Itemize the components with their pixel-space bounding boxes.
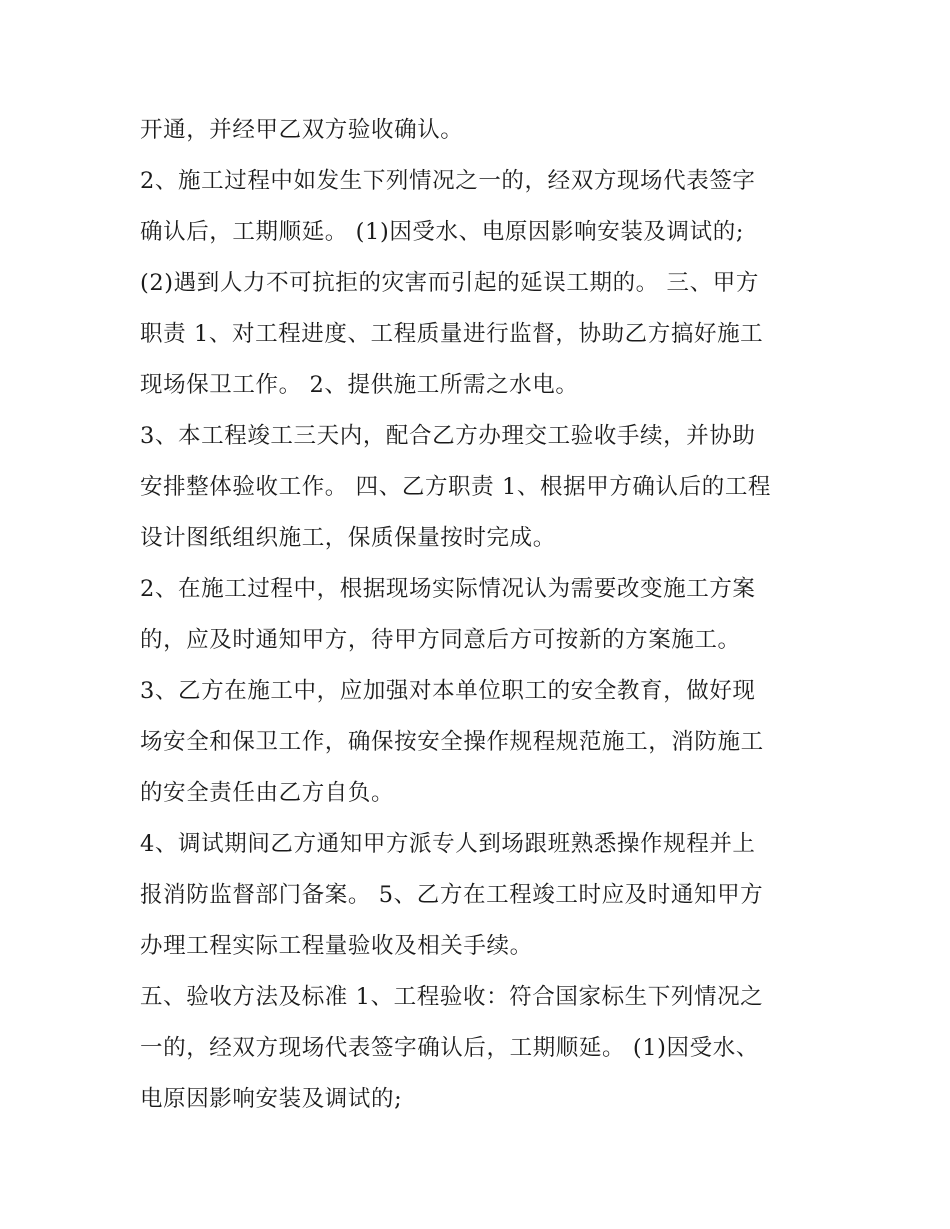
text-line: 现场保卫工作。 2、提供施工所需之水电。 bbox=[140, 372, 579, 398]
text-line: 场安全和保卫工作，确保按安全操作规程规范施工，消防施工 bbox=[140, 729, 764, 755]
text-line: 2、施工过程中如发生下列情况之一的，经双方现场代表签字 bbox=[140, 168, 756, 194]
text-line: 4、调试期间乙方通知甲方派专人到场跟班熟悉操作规程并上 bbox=[140, 831, 756, 857]
text-line: 一的，经双方现场代表签字确认后，工期顺延。 (1)因受水、 bbox=[140, 1035, 759, 1061]
text-line: 3、乙方在施工中，应加强对本单位职工的安全教育，做好现 bbox=[140, 678, 756, 704]
text-line: 安排整体验收工作。 四、乙方职责 1、根据甲方确认后的工程 bbox=[140, 474, 772, 500]
text-line: 的，应及时通知甲方，待甲方同意后方可按新的方案施工。 bbox=[140, 627, 741, 653]
text-line: 设计图纸组织施工，保质保量按时完成。 bbox=[140, 525, 556, 551]
text-line: 电原因影响安装及调试的; bbox=[140, 1086, 403, 1112]
text-line: 职责 1、对工程进度、工程质量进行监督，协助乙方搞好施工 bbox=[140, 321, 764, 347]
text-line: 办理工程实际工程量验收及相关手续。 bbox=[140, 933, 533, 959]
text-line: 确认后，工期顺延。 (1)因受水、电原因影响安装及调试的; bbox=[140, 219, 745, 245]
text-line: 五、验收方法及标准 1、工程验收：符合国家标生下列情况之 bbox=[140, 984, 764, 1010]
text-line: 的安全责任由乙方自负。 bbox=[140, 780, 395, 806]
text-line: (2)遇到人力不可抗拒的灾害而引起的延误工期的。 三、甲方 bbox=[140, 270, 759, 296]
text-line: 报消防监督部门备案。 5、乙方在工程竣工时应及时通知甲方 bbox=[140, 882, 764, 908]
text-line: 3、本工程竣工三天内，配合乙方办理交工验收手续，并协助 bbox=[140, 423, 756, 449]
text-line: 开通，并经甲乙双方验收确认。 bbox=[140, 117, 464, 143]
text-line: 2、在施工过程中，根据现场实际情况认为需要改变施工方案 bbox=[140, 576, 756, 602]
document-body bbox=[140, 105, 820, 1125]
